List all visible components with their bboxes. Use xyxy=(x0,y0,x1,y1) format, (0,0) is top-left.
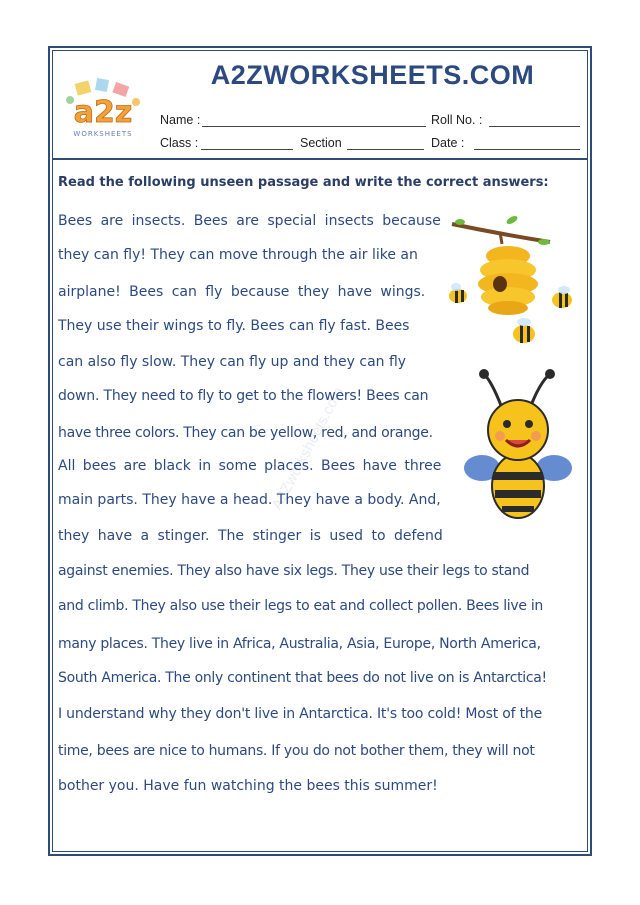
date-field[interactable] xyxy=(474,149,580,150)
passage-line: they have a stinger. The stinger is used to defend xyxy=(58,528,443,544)
site-title: A2ZWORKSHEETS.COM xyxy=(210,60,535,90)
class-field[interactable] xyxy=(201,149,293,150)
instruction-text: Read the following unseen passage and write the correct answers: xyxy=(58,175,549,190)
section-field[interactable] xyxy=(347,149,424,150)
passage-line: have three colors. They can be yellow, red, and orange. xyxy=(58,425,433,441)
passage-line: against enemies. They also have six legs. They use their legs to stand xyxy=(58,563,530,579)
class-label: Class : xyxy=(160,136,199,150)
roll-number-label: Roll No. : xyxy=(431,113,483,127)
date-label: Date : xyxy=(431,136,465,150)
passage-line: All bees are black in some places. Bees have three xyxy=(58,458,442,474)
passage-line: Bees are insects. Bees are special insects because xyxy=(58,213,441,229)
passage-line: main parts. They have a head. They have a body. And, xyxy=(58,492,441,508)
header-divider xyxy=(52,158,588,160)
name-field[interactable] xyxy=(202,126,426,127)
name-label: Name : xyxy=(160,113,201,127)
passage-line: bother you. Have fun watching the bees this summer! xyxy=(58,778,438,794)
section-label: Section xyxy=(300,136,342,150)
beehive-illustration xyxy=(440,212,590,357)
logo-text: a2z xyxy=(73,95,133,130)
logo-subtext: WORKSHEETS xyxy=(73,130,133,138)
passage-line: and climb. They also use their legs to eat and collect pollen. Bees live in xyxy=(58,598,543,614)
passage-line: airplane! Bees can fly because they have wings. xyxy=(58,284,426,300)
passage-line: many places. They live in Africa, Australia, Asia, Europe, North America, xyxy=(58,636,541,652)
passage-line: can also fly slow. They can fly up and they can fly xyxy=(58,354,407,370)
passage-line: time, bees are nice to humans. If you do not bother them, they will not xyxy=(58,743,535,759)
passage-line: they can fly! They can move through the air like an xyxy=(58,247,418,263)
cartoon-bee-illustration xyxy=(462,368,574,528)
passage-line: I understand why they don't live in Antarctica. It's too cold! Most of the xyxy=(58,706,542,722)
watermark: A2Zworksheets.com xyxy=(268,384,348,513)
site-logo xyxy=(62,78,144,142)
passage-line: South America. The only continent that bees do not live on is Antarctica! xyxy=(58,670,547,686)
passage-line: down. They need to fly to get to the flowers! Bees can xyxy=(58,388,429,404)
roll-number-field[interactable] xyxy=(489,126,580,127)
passage-line: They use their wings to fly. Bees can fly fast. Bees xyxy=(58,318,410,334)
